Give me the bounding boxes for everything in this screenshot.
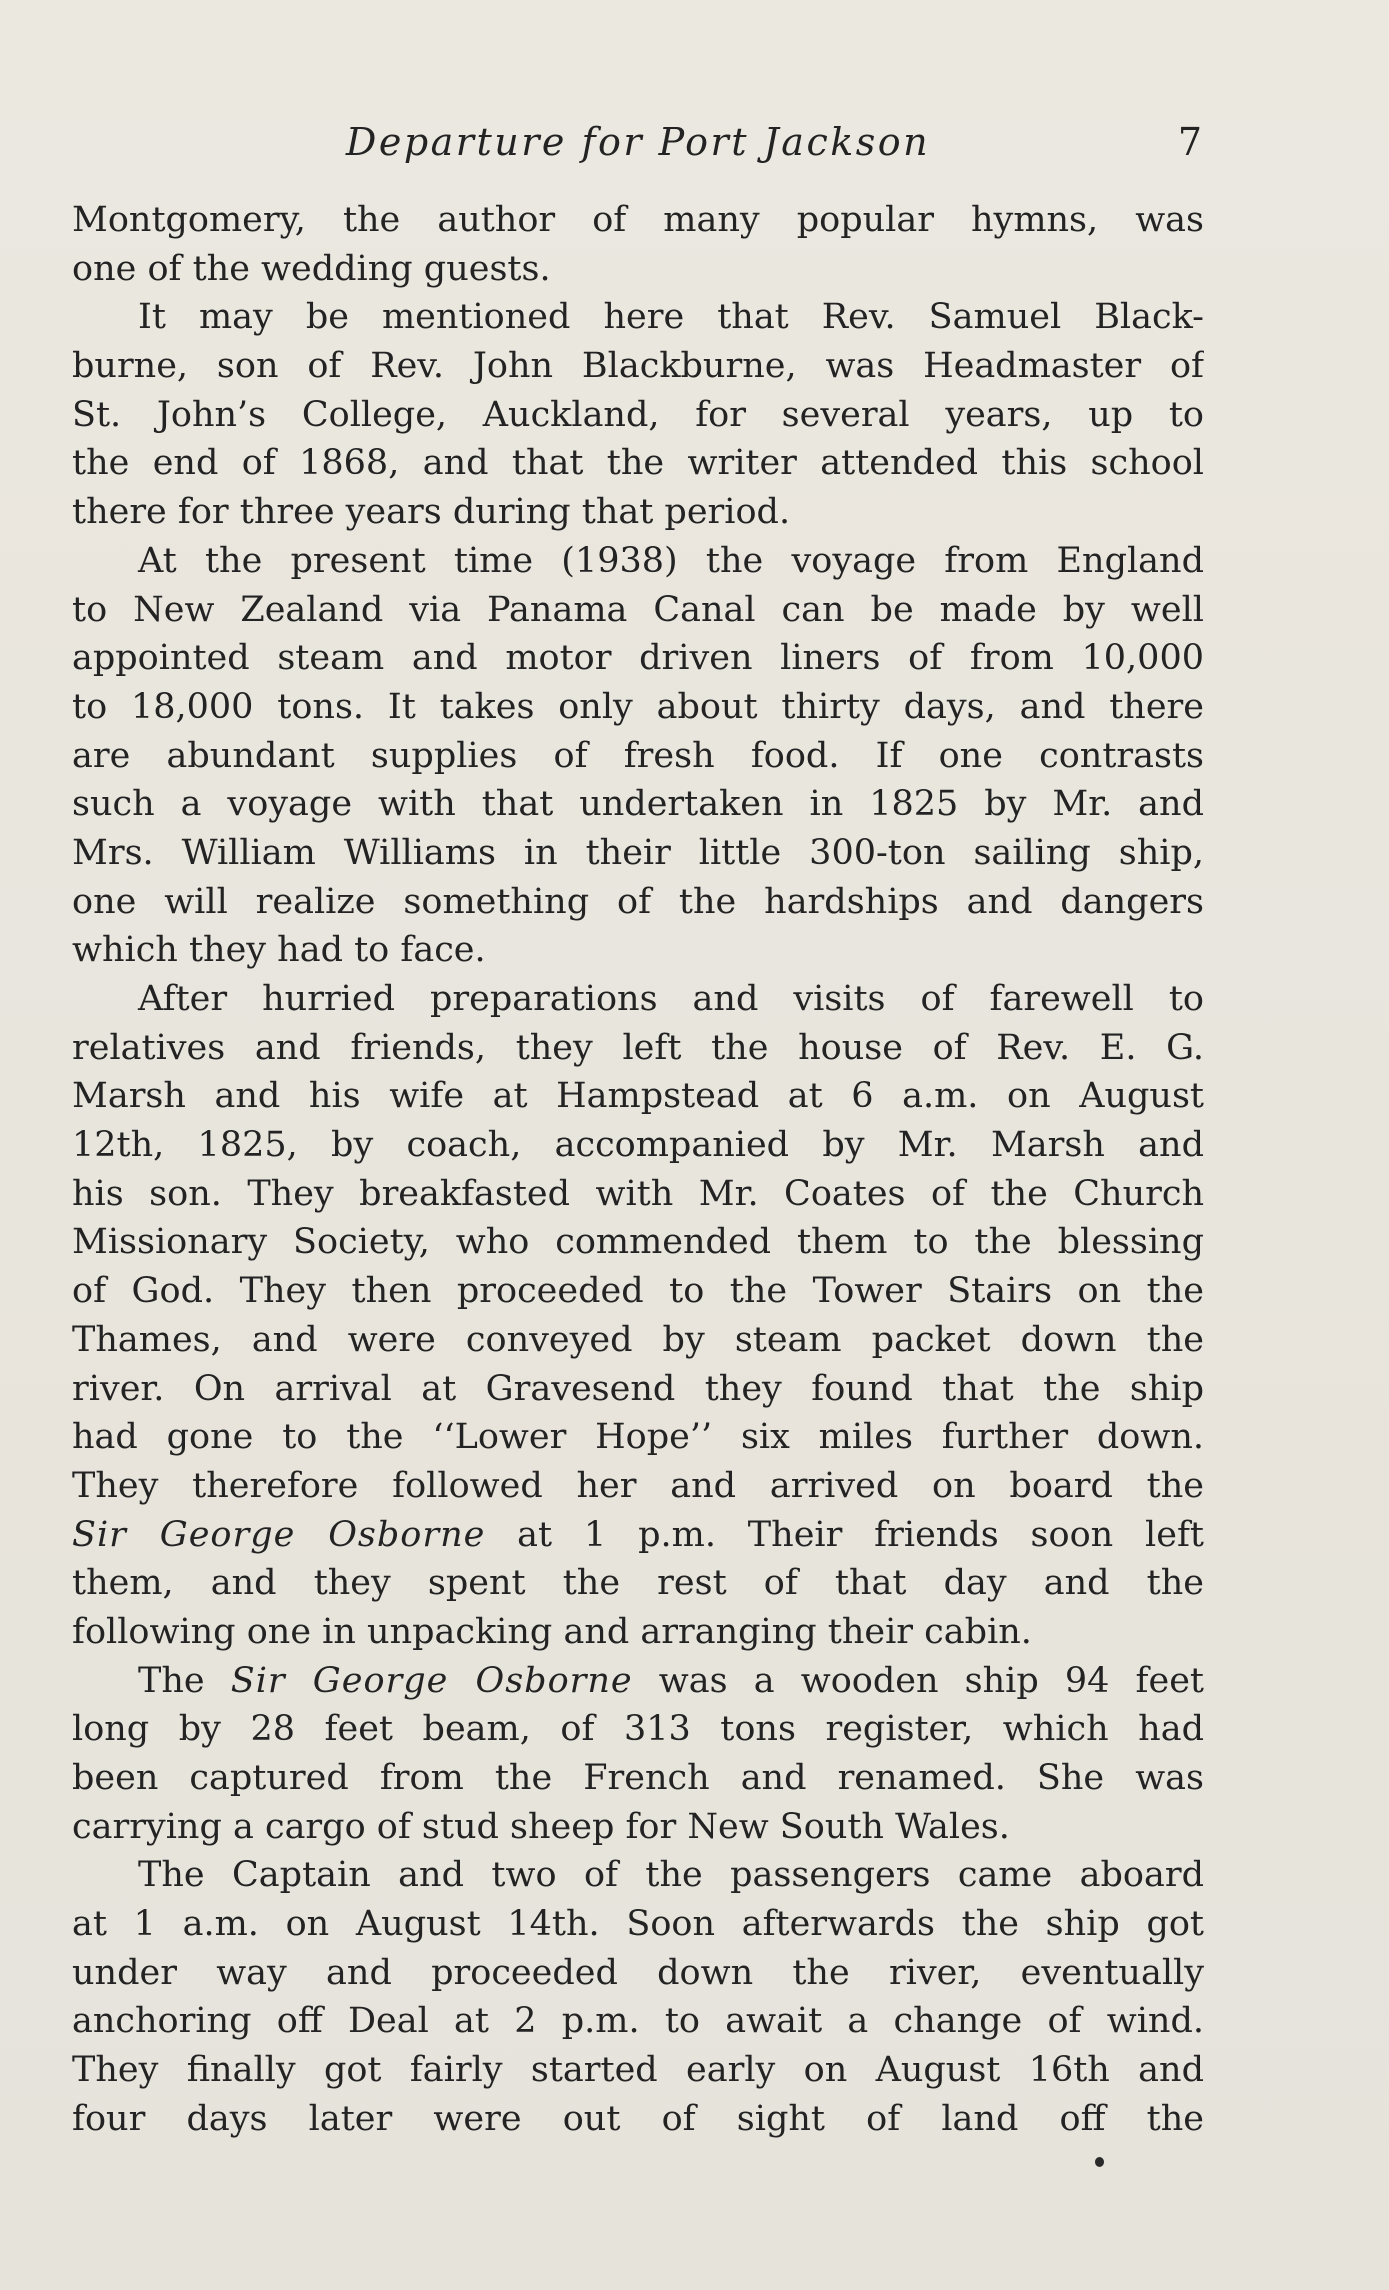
text-line: Mrs. William Williams in their little 300-ton sailing ship, xyxy=(72,832,1204,873)
text-line: there for three years during that period. xyxy=(72,492,791,533)
text-line: After hurried preparations and visits of farewell to xyxy=(138,979,1204,1019)
text-line: burne, son of Rev. John Blackburne, was Headmaster of xyxy=(72,346,1204,387)
text-line: carrying a cargo of stud sheep for New South Wales. xyxy=(72,1806,1010,1847)
text-line: At the present time (1938) the voyage from England xyxy=(138,540,1204,581)
text-line xyxy=(72,1511,1204,1560)
text-line: of God. They then proceeded to the Tower Stairs on the xyxy=(72,1271,1204,1312)
running-title: Departure for Port Jackson xyxy=(345,120,931,164)
text-line: his son. They breakfasted with Mr. Coates of the Church xyxy=(72,1173,1204,1214)
text-line: are abundant supplies of fresh food. If one contrasts xyxy=(72,735,1204,776)
text-line: St. John’s College, Auckland, for several years, up to xyxy=(72,394,1204,435)
text-line: The Captain and two of the passengers came aboard xyxy=(138,1855,1204,1896)
text-line: Missionary Society, who commended them to the blessing xyxy=(72,1222,1204,1263)
text-line: 12th, 1825, by coach, accompanied by Mr. Marsh and xyxy=(72,1125,1204,1166)
text-line: Montgomery, the author of many popular hymns, was xyxy=(72,200,1204,240)
text-line: long by 28 feet beam, of 313 tons register, which had xyxy=(72,1709,1204,1750)
line-text: was a wooden ship 94 feet xyxy=(632,1660,1204,1701)
page-number: 7 xyxy=(1177,120,1202,164)
line-text: The xyxy=(138,1660,231,1701)
text-line: Thames, and were conveyed by steam packet down the xyxy=(72,1319,1204,1360)
text-line: which they had to face. xyxy=(72,930,486,971)
text-line: one of the wedding guests. xyxy=(72,248,551,289)
ship-name: Sir George Osborne xyxy=(230,1660,633,1701)
text-line: to New Zealand via Panama Canal can be made by well xyxy=(72,589,1204,630)
text-line: them, and they spent the rest of that day and the xyxy=(72,1563,1204,1604)
line-text: at 1 p.m. Their friends soon left xyxy=(485,1514,1204,1555)
text-line: They finally got fairly started early on August 16th and xyxy=(72,2050,1204,2091)
text-line: anchoring off Deal at 2 p.m. to await a change of wind. xyxy=(72,2001,1204,2042)
text-line: such a voyage with that undertaken in 1825 by Mr. and xyxy=(72,784,1204,825)
text-line: following one in unpacking and arranging their cabin. xyxy=(72,1611,1032,1652)
text-line xyxy=(72,1657,1204,1706)
text-line: under way and proceeded down the river, eventually xyxy=(72,1952,1204,1993)
text-line: It may be mentioned here that Rev. Samuel Black- xyxy=(138,297,1204,338)
text-line: had gone to the ‘‘Lower Hope’’ six miles further down. xyxy=(72,1417,1204,1458)
text-line: been captured from the French and renamed. She was xyxy=(72,1758,1204,1798)
text-line: relatives and friends, they left the house of Rev. E. G. xyxy=(72,1027,1204,1068)
body-text xyxy=(72,196,1204,2144)
text-line: at 1 a.m. on August 14th. Soon afterwards the ship got xyxy=(72,1904,1204,1945)
text-line: the end of 1868, and that the writer attended this school xyxy=(72,443,1204,484)
text-line: one will realize something of the hardships and dangers xyxy=(72,881,1204,922)
ship-name: Sir George Osborne xyxy=(72,1514,486,1555)
running-head xyxy=(72,112,1204,172)
ink-speck xyxy=(1095,2157,1104,2167)
text-line: appointed steam and motor driven liners of from 10,000 xyxy=(72,638,1204,679)
text-line: They therefore followed her and arrived on board the xyxy=(72,1465,1204,1506)
text-line: to 18,000 tons. It takes only about thirty days, and there xyxy=(72,686,1204,727)
text-line: river. On arrival at Gravesend they found that the ship xyxy=(72,1368,1204,1409)
text-line: four days later were out of sight of land off the xyxy=(72,2098,1204,2139)
text-line: Marsh and his wife at Hampstead at 6 a.m. on August xyxy=(72,1076,1204,1117)
